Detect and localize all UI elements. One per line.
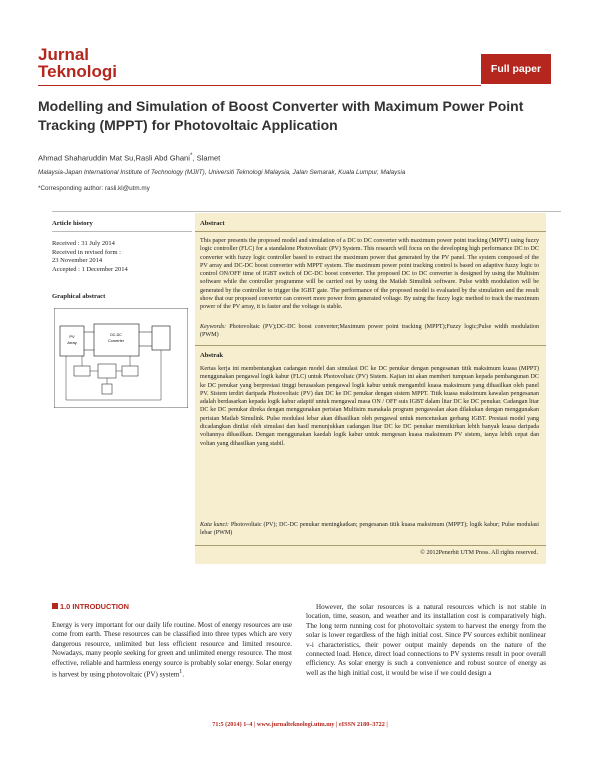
- citation-1: 1: [179, 669, 183, 676]
- paper-title: Modelling and Simulation of Boost Converter with Maximum Power Point Tracking (MPPT) for Photovoltaic Application: [38, 98, 524, 133]
- section-heading: [52, 602, 129, 611]
- controller-box: [98, 364, 116, 378]
- load-box: [152, 326, 170, 350]
- keywords: [200, 323, 539, 340]
- authors-main: Ahmad Shaharuddin Mat Su,Rasli Abd Ghani: [38, 153, 190, 163]
- abstract-heading: Abstract: [200, 220, 225, 227]
- abstrak-heading: Abstrak: [200, 352, 224, 359]
- page-footer: 71:5 (2014) 1–4 | www.jurnalteknologi.utm.my | eISSN 2180–3722 |: [212, 721, 388, 728]
- converter-label-2: Converter: [108, 339, 124, 343]
- copyright-rule: [195, 545, 546, 546]
- accepted-date: Accepted : 1 December 2014: [52, 265, 128, 273]
- kata-kunci-list: Photovoltaic (PV); DC-DC penukar meningkatkan; pengesanan titik kuasa maksimum (MPPT); logik kabur; Pulse modulasi lebar (PWM): [200, 522, 539, 537]
- copyright: © 2012Penerbit UTM Press. All rights reserved.: [420, 550, 538, 556]
- abstrak-rule: [195, 345, 546, 346]
- full-paper-badge: Full paper: [481, 54, 551, 84]
- sensor-box: [74, 366, 90, 376]
- graphical-abstract-diagram: [54, 308, 188, 408]
- keywords-list: Photovoltaic (PV);DC-DC boost converter;Maximum power point tracking (MPPT);Fuzzy logic;Pulse width modulation (PWM): [200, 324, 539, 339]
- keywords-label: Keywords:: [200, 324, 227, 330]
- corresponding-author[interactable]: *Corresponding author: rasli.kl@utm.my: [38, 185, 150, 192]
- revised-label: Received in revised form :: [52, 248, 121, 256]
- header-rule: [38, 85, 481, 86]
- authors: [38, 152, 220, 163]
- body-left-column: [52, 621, 292, 680]
- pv-label: PV: [69, 334, 75, 339]
- kata-kunci: [200, 521, 539, 538]
- kata-kunci-label: Kata kunci:: [200, 522, 229, 528]
- right-paragraph: However, the solar resources is a natural resources which is not stable in location, time, season, and weather and its installation cost is comparatively high. The long term running cost for photovoltaic system to harvest the energy from the solar is lower regardless of the high initial cost. Since PV sources exhibit nonlinear v-i characteristics, their power output mainly depends on the nature of the connected load. Hence, direct load connections to PV systems result in poor overall efficiency. As solar energy is such a convenience and robust source of energy as well as the high initial cost, it would be wise if we could design a: [306, 603, 546, 677]
- abstract-rule: [195, 231, 546, 232]
- graphical-abstract-heading: Graphical abstract: [52, 293, 106, 300]
- info-top-rule: [52, 211, 561, 212]
- article-history-heading: Article history: [52, 220, 93, 227]
- corresponding-mark: *: [189, 152, 193, 159]
- fuzzy-box: [102, 384, 112, 394]
- logo-line-1: Jurnal: [38, 45, 90, 64]
- authors-tail: , Slamet: [192, 153, 221, 163]
- received-date: Received : 31 July 2014: [52, 240, 115, 248]
- section-title: 1.0 INTRODUCTION: [60, 602, 129, 611]
- affiliation: Malaysia-Japan International Institute of Technology (MJIIT), Universiti Teknologi Malaysia, Jalan Semarak, Kuala Lumpur, Malaysia: [38, 169, 406, 176]
- section-marker: [52, 603, 58, 609]
- body-right-column: [306, 603, 546, 678]
- intro-paragraph-end: .: [182, 670, 185, 679]
- diagram-frame: [54, 308, 188, 408]
- abstrak-text: Kertas kerja ini membentangkan cadangan model dan simulasi DC ke DC penukar dengan pengesanan titik maksimum kuasa (MPPT) menggunakan pengawal logik kabur (FLC) untuk Photovoltaic (PV) Sistem. Kajian ini akan memberi tumpuan kepada pembangunan DC ke DC penukar yang berprestasi tinggi berasaskan pengawal logik kabur untuk mengambil kuasa maksimum yang dihasilkan oleh panel PV. Sistem terdiri daripada Photovoltaic (PV) dan DC ke DC penukar dengan sistem MPPT. Titik kuasa maksimum kawalan pengesanan adalah berdasarkan kepada logik kabur adaptif untuk mengawal masa ON / OFF suis IGBT dalam litar DC ke DC penukar. Cadangan litar DC ke DC penukar direka dengan menggunakan perisian Multisim manakala program pengawalan akan dilakukan dengan menggunakan perisian Matlab Simulink. Pulse modulasi lebar akan dihasilkan oleh pengawal untuk mencetuskan gerbang IGBT. Prestasi model yang dicadangkan dinilai oleh simulasi dan hasil menunjukkan cadangan litar DC ke DC penukar memikirkan lebih banyak kuasa daripada voltannya dihasilkan. Dengan menggunakan kaedah logik kabur untuk mengesan kuasa maksimum PV sistem, ianya lebih cepat dan voltan yang dihasilkan yang stabil.: [200, 366, 539, 447]
- article-history: [52, 220, 192, 274]
- intro-paragraph: Energy is very important for our daily life routine. Most of energy resources are use come from earth. These resources can be classified into three types which are very dangerous resource, unlimited but less efficient resource and limited resource. Nowadays, many people seeking for green and unlimited energy resource. The most effective, reliable and harmless energy source is probably solar energy. Solar energy is harvest by using photovoltaic (PV) system: [52, 621, 292, 679]
- pv-array-label: Array: [67, 340, 77, 345]
- journal-logo: [38, 46, 117, 80]
- logo-line-2: Teknologi: [38, 62, 118, 81]
- revised-date: 23 November 2014: [52, 257, 103, 265]
- converter-label-1: DC-DC: [110, 333, 122, 337]
- pwm-box: [122, 366, 138, 376]
- abstract-text: This paper presents the proposed model and simulation of a DC to DC converter with maximum power point tracking (MPPT) using fuzzy logic controller (FLC) for a standalone Photovoltaic (PV) System. This research will focus on the developing high performance DC to DC converter with fuzzy logic controller based to extract the maximum power that generated by the PV panel. The system composed of the PV array and DC-DC boost converter with MPPT system. The maximum power point tracking control is based on adaptive fuzzy logic to control ON/OFF time of IGBT switch of DC-DC boost converter. The proposed DC to DC converter is designed by using the Multisim software while the controller programme will be carried out by using the Matlab Simulink software. Pulse width modulation will be generated by the controller to trigger the IGBT gate. The performance of the proposed model is evaluated by the simulation and the result show that our proposed converter can convert more power from generated voltage. By using the fuzzy logic method to track the maximum power of the PV array, it is faster and the voltage is stable.: [200, 238, 539, 311]
